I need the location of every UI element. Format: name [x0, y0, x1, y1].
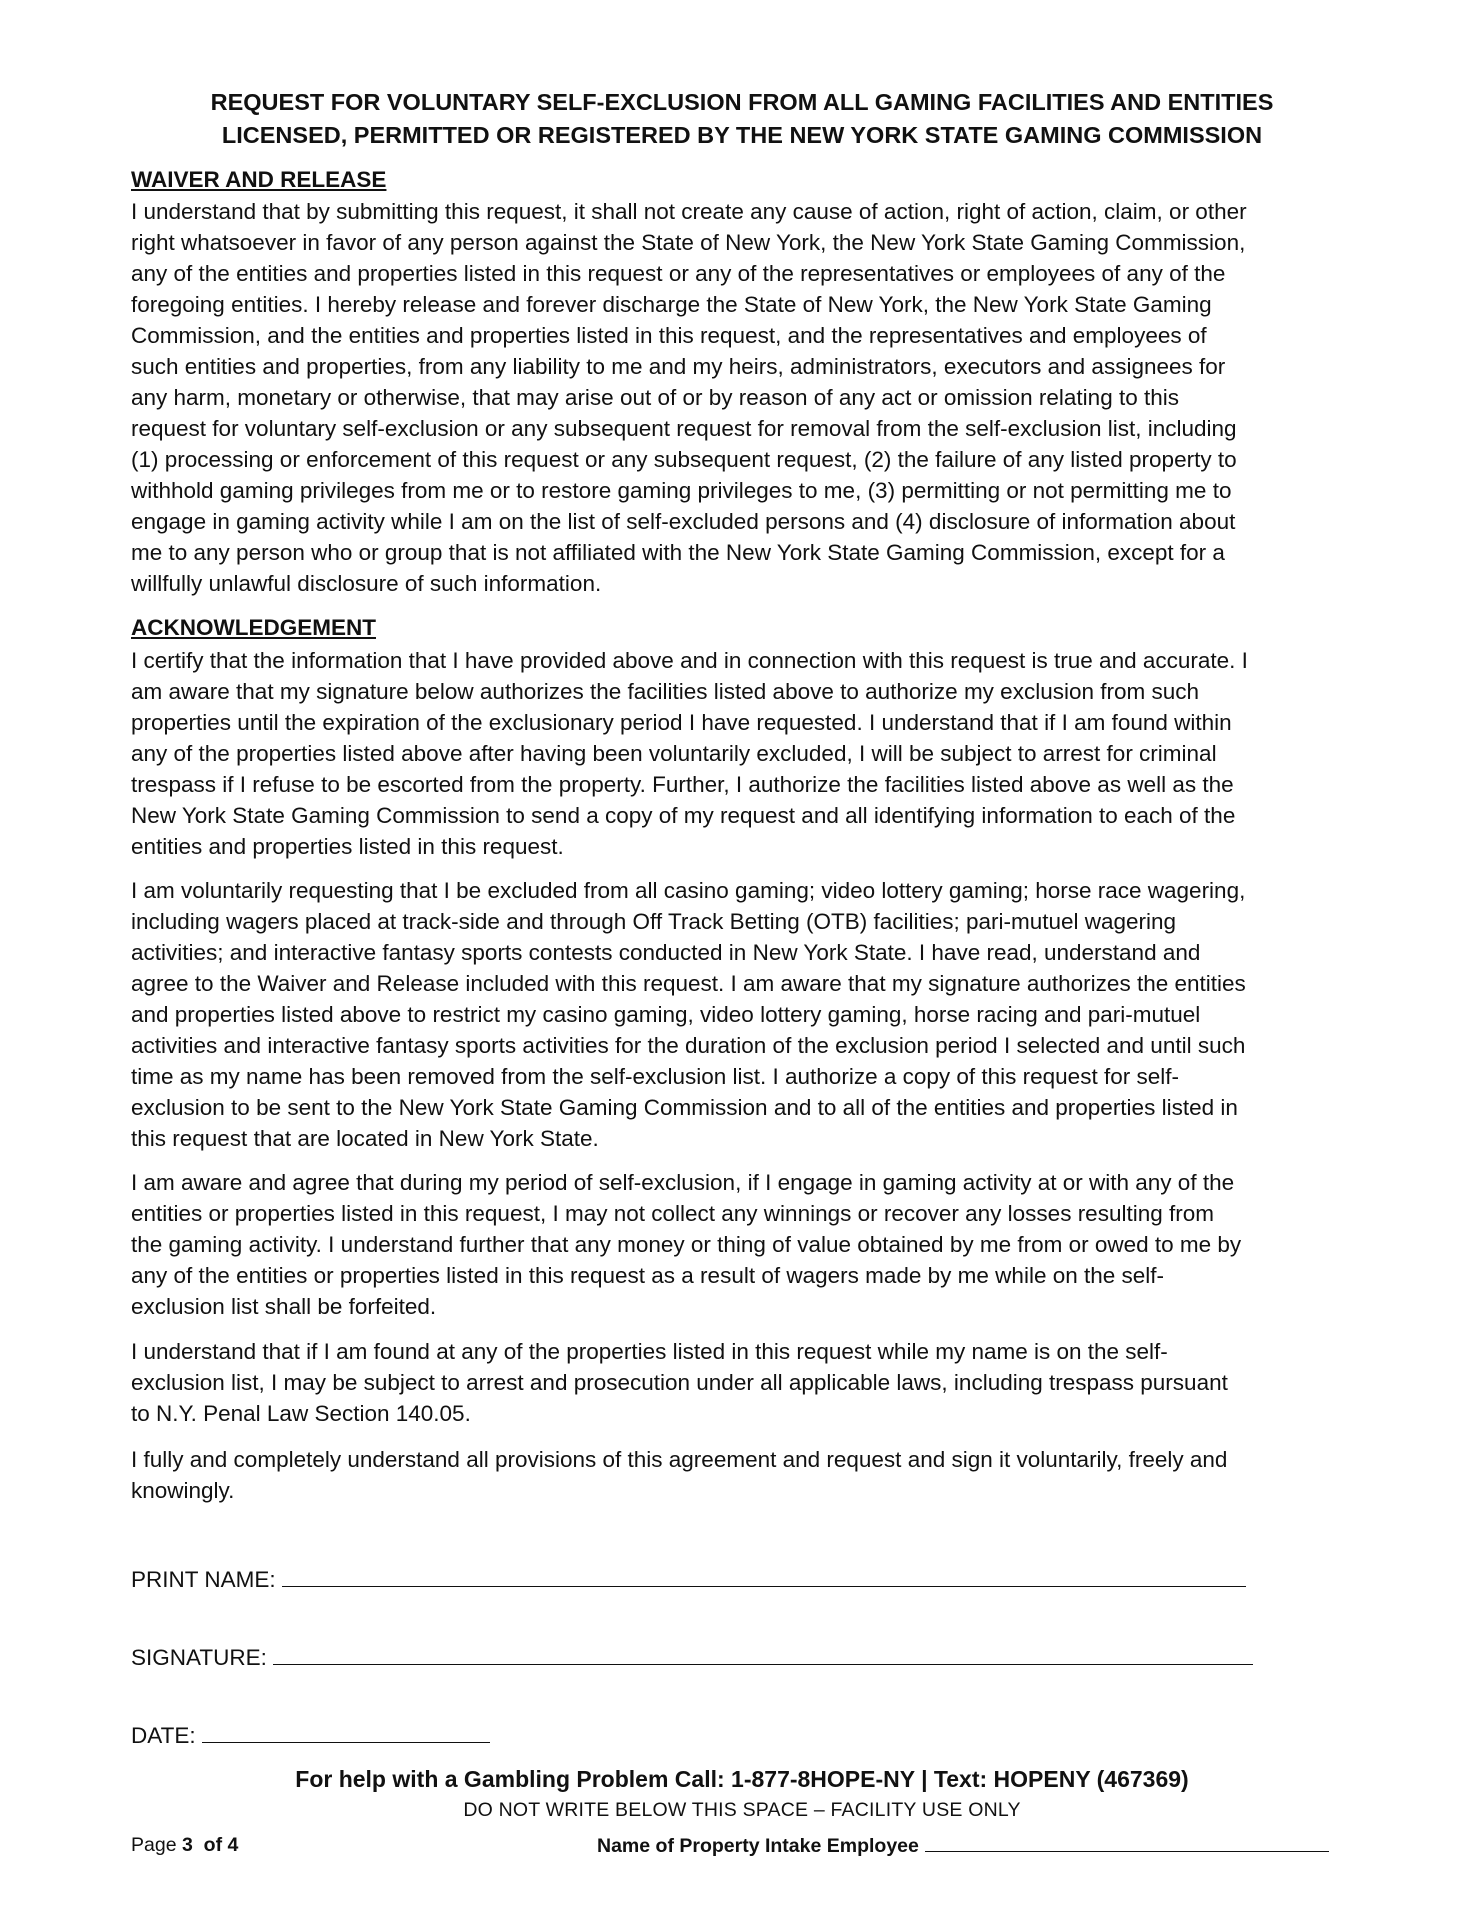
waiver-heading: WAIVER AND RELEASE: [131, 167, 387, 192]
text-line: request for voluntary self-exclusion or any subsequent request for removal from the self-exclusion list, including: [131, 416, 1237, 441]
text-line: (1) processing or enforcement of this request or any subsequent request, (2) the failure of any listed property to: [131, 447, 1237, 472]
text-line: willfully unlawful disclosure of such information.: [131, 571, 602, 596]
page-total: of 4: [203, 1834, 239, 1856]
help-line: For help with a Gambling Problem Call: 1-877-8HOPE-NY | Text: HOPENY (467369): [295, 1766, 1189, 1792]
page-current: 3: [181, 1834, 193, 1856]
text-line: I certify that the information that I have provided above and in connection with this request is true and accurate. I: [131, 648, 1248, 673]
text-line: engage in gaming activity while I am on the list of self-excluded persons and (4) disclosure of information about: [131, 509, 1236, 534]
print-name-field[interactable]: [131, 1564, 1246, 1595]
signature-label: SIGNATURE:: [131, 1645, 267, 1670]
acknowledgement-paragraph-1: [131, 645, 1356, 862]
text-line: properties until the expiration of the exclusionary period I have requested. I understand that if I am found within: [131, 710, 1232, 735]
intake-employee-line[interactable]: [925, 1832, 1329, 1852]
text-line: I fully and completely understand all provisions of this agreement and request and sign it voluntarily, freely and: [131, 1447, 1228, 1472]
page-number: [131, 1832, 238, 1858]
text-line: Commission, and the entities and properties listed in this request, and the representatives and employees of: [131, 323, 1207, 348]
text-line: New York State Gaming Commission to send a copy of my request and all identifying information to each of the: [131, 803, 1236, 828]
text-line: activities and interactive fantasy sports activities for the duration of the exclusion period I selected and until such: [131, 1033, 1246, 1058]
text-line: entities and properties listed in this request.: [131, 834, 564, 859]
text-line: exclusion list, I may be subject to arrest and prosecution under all applicable laws, including trespass pursuant: [131, 1370, 1228, 1395]
text-line: this request that are located in New York State.: [131, 1126, 599, 1151]
text-line: any harm, monetary or otherwise, that may arise out of or by reason of any act or omission relating to this: [131, 385, 1179, 410]
text-line: I understand that by submitting this request, it shall not create any cause of action, right of action, claim, or other: [131, 199, 1247, 224]
document-title: [130, 86, 1354, 152]
facility-use-note: DO NOT WRITE BELOW THIS SPACE – FACILITY USE ONLY: [463, 1799, 1021, 1821]
text-line: withhold gaming privileges from me or to restore gaming privileges to me, (3) permitting or not permitting me to: [131, 478, 1232, 503]
print-name-label: PRINT NAME:: [131, 1567, 276, 1592]
text-line: trespass if I refuse to be escorted from the property. Further, I authorize the facilities listed above as well as the: [131, 772, 1234, 797]
text-line: exclusion to be sent to the New York State Gaming Commission and to all of the entities and properties listed in: [131, 1095, 1238, 1120]
title-line-1: REQUEST FOR VOLUNTARY SELF-EXCLUSION FROM ALL GAMING FACILITIES AND ENTITIES: [210, 89, 1274, 115]
signature-line[interactable]: [273, 1642, 1253, 1665]
text-line: I understand that if I am found at any of the properties listed in this request while my name is on the self-: [131, 1339, 1168, 1364]
acknowledgement-heading: ACKNOWLEDGEMENT: [131, 615, 376, 640]
text-line: I am aware and agree that during my period of self-exclusion, if I engage in gaming activity at or with any of the: [131, 1170, 1235, 1195]
text-line: any of the entities or properties listed in this request as a result of wagers made by me while on the self-: [131, 1263, 1165, 1288]
print-name-line[interactable]: [282, 1564, 1246, 1587]
text-line: such entities and properties, from any liability to me and my heirs, administrators, executors and assignees for: [131, 354, 1226, 379]
acknowledgement-paragraph-5: [131, 1444, 1356, 1506]
text-line: exclusion list shall be forfeited.: [131, 1294, 437, 1319]
text-line: entities or properties listed in this request, I may not collect any winnings or recover any losses resulting from: [131, 1201, 1214, 1226]
page-prefix: Page: [131, 1834, 182, 1856]
text-line: to N.Y. Penal Law Section 140.05.: [131, 1401, 471, 1426]
text-line: any of the properties listed above after having been voluntarily excluded, I will be subject to arrest for criminal: [131, 741, 1217, 766]
text-line: I am voluntarily requesting that I be excluded from all casino gaming; video lottery gaming; horse race wagering,: [131, 878, 1246, 903]
text-line: agree to the Waiver and Release included with this request. I am aware that my signature authorizes the entities: [131, 971, 1246, 996]
acknowledgement-paragraph-3: [131, 1167, 1356, 1322]
text-line: and properties listed above to restrict my casino gaming, video lottery gaming, horse racing and pari-mutuel: [131, 1002, 1201, 1027]
text-line: activities; and interactive fantasy sports contests conducted in New York State. I have read, understand and: [131, 940, 1201, 965]
text-line: any of the entities and properties listed in this request or any of the representatives or employees of any of the: [131, 261, 1226, 286]
intake-employee-label: Name of Property Intake Employee: [597, 1835, 919, 1857]
waiver-paragraph: [131, 196, 1356, 599]
text-line: me to any person who or group that is not affiliated with the New York State Gaming Commission, except for a: [131, 540, 1225, 565]
signature-field[interactable]: [131, 1642, 1253, 1673]
text-line: right whatsoever in favor of any person against the State of New York, the New York State Gaming Commission,: [131, 230, 1246, 255]
date-label: DATE:: [131, 1723, 196, 1748]
intake-employee-field[interactable]: [597, 1832, 1329, 1859]
acknowledgement-paragraph-2: [131, 875, 1356, 1154]
text-line: time as my name has been removed from the self-exclusion list. I authorize a copy of this request for self-: [131, 1064, 1179, 1089]
title-line-2: LICENSED, PERMITTED OR REGISTERED BY THE NEW YORK STATE GAMING COMMISSION: [221, 122, 1263, 148]
text-line: the gaming activity. I understand further that any money or thing of value obtained by me from or owed to me by: [131, 1232, 1242, 1257]
date-field[interactable]: [131, 1720, 490, 1751]
text-line: knowingly.: [131, 1478, 235, 1503]
text-line: foregoing entities. I hereby release and forever discharge the State of New York, the New York State Gaming: [131, 292, 1212, 317]
acknowledgement-paragraph-4: [131, 1336, 1356, 1429]
date-line[interactable]: [202, 1720, 490, 1743]
text-line: including wagers placed at track-side and through Off Track Betting (OTB) facilities; pari-mutuel wagering: [131, 909, 1177, 934]
text-line: am aware that my signature below authorizes the facilities listed above to authorize my exclusion from such: [131, 679, 1200, 704]
